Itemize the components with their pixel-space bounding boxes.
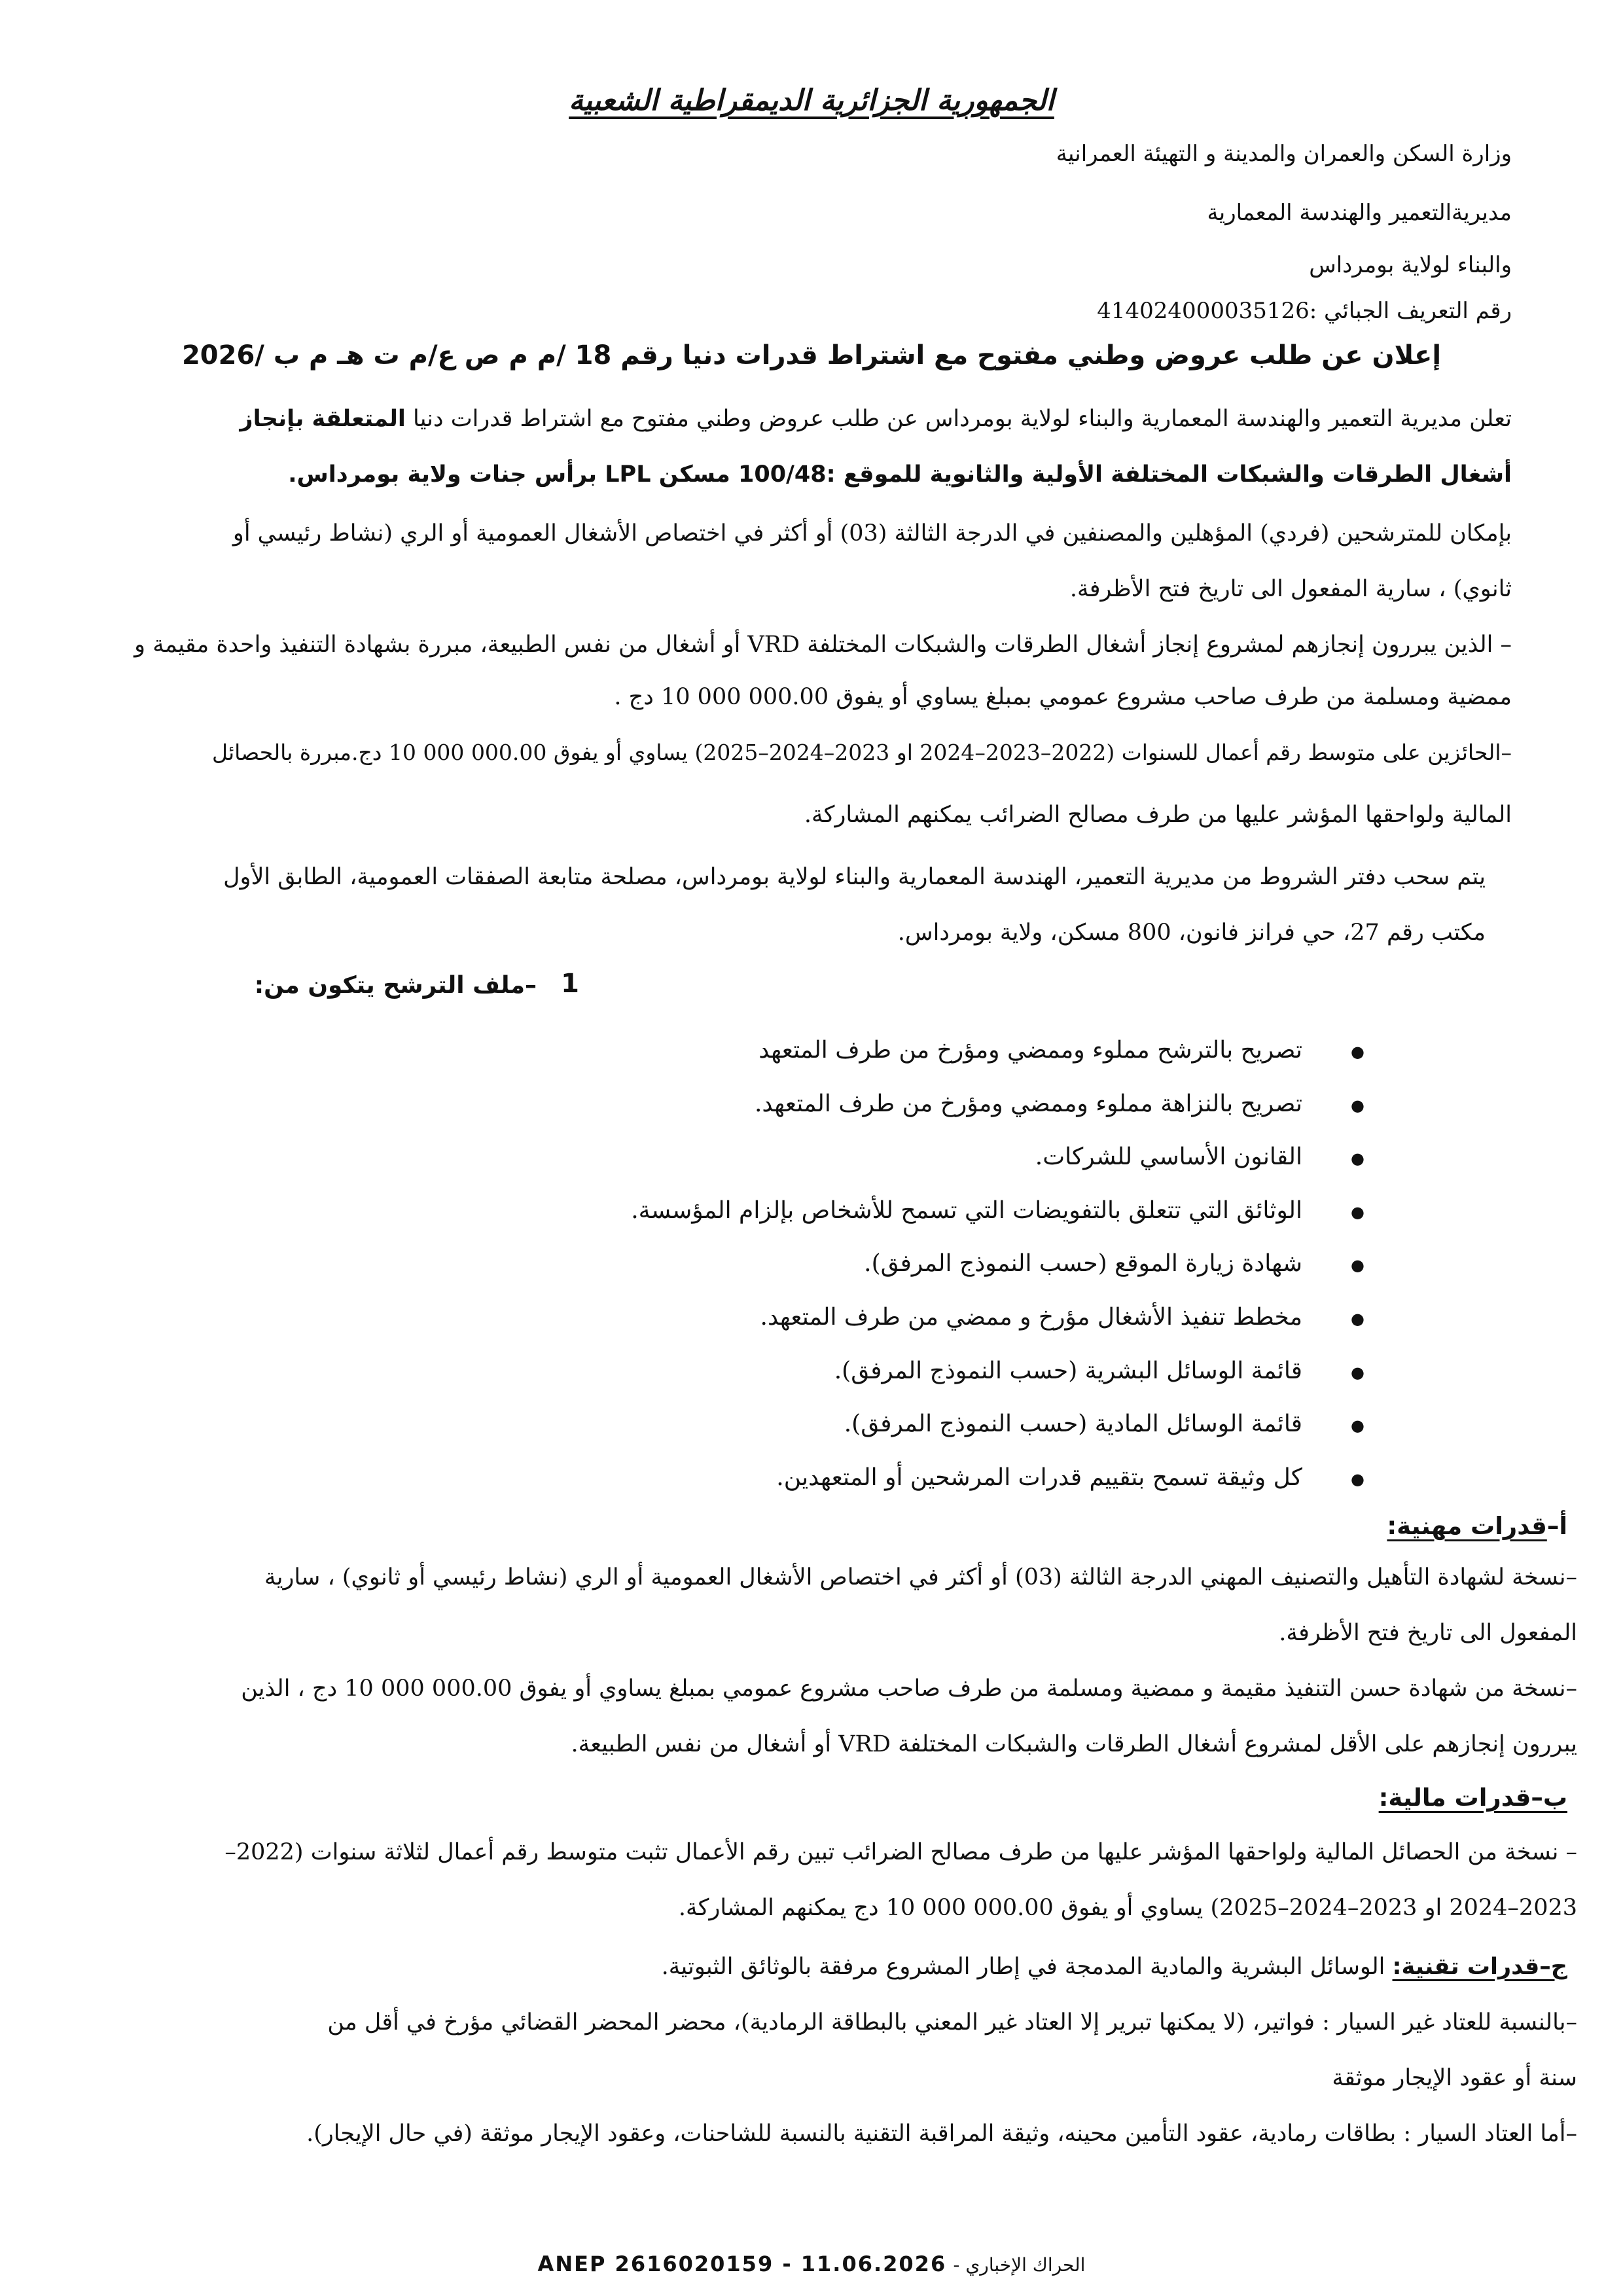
list-item: ● تصريح بالنزاهة مملوء وممضي ومؤرخ من طرف المتعهد. — [631, 1085, 1302, 1138]
list-item: ● تصريح بالترشح مملوء وممضي ومؤرخ من طرف المتعهد — [631, 1031, 1302, 1085]
announcement-title: إعلان عن طلب عروض وطني مفتوح مع اشتراط قدرات دنيا رقم 18 /م م ص ع/م ت هـ م ب /2026 — [181, 340, 1442, 370]
technical-label: ج–قدرات تقنية: — [1392, 1954, 1567, 1980]
financial-label: ب–قدرات مالية: — [1378, 1784, 1567, 1812]
professional-label-text: قدرات مهنية: — [1387, 1512, 1547, 1540]
eligibility-line-2: ثانوي) ، سارية المفعول الى تاريخ فتح الأظرفة. — [1069, 576, 1512, 602]
eligibility-line-1: بإمكان للمترشحين (فردي) المؤهلين والمصنفين في الدرجة الثالثة (03) أو أكثر في اختصاص الأشغال العمومية أو الري (نشاط رئيسي أو — [232, 520, 1512, 547]
directorate-line-2: والبناء لولاية بومرداس — [1309, 252, 1512, 278]
list-item: ● مخطط تنفيذ الأشغال مؤرخ و ممضي من طرف المتعهد. — [631, 1298, 1302, 1352]
technical-text: الوسائل البشرية والمادية المدمجة في إطار المشروع مرفقة بالوثائق الثبوتية. — [661, 1954, 1393, 1980]
eligibility-line-5: –الحائزين على متوسط رقم أعمال للسنوات (2022–2023–2024 او 2023–2024–2025) يساوي أو يفوق 000.00 000 10 دج.مبررة بالحصائل — [211, 740, 1512, 765]
technical-line-4: –أما العتاد السيار : بطاقات رمادية، عقود التأمين محينه، وثيقة المراقبة التقنية بالنسبة للشاحنات، وعقود الإيجار موثقة (في حال الإيجار). — [306, 2121, 1577, 2147]
directorate-line-1: مديريةالتعمير والهندسة المعمارية — [1207, 200, 1512, 226]
technical-line-2: –بالنسبة للعتاد غير السيار : فواتير، (لا يمكنها تبرير إلا العتاد غير المعني بالبطاقة الرمادية)، محضر المحضر القضائي مؤرخ في أقل من — [327, 2009, 1577, 2036]
list-item: ● القانون الأساسي للشركات. — [631, 1138, 1302, 1191]
technical-line-1 — [26, 1954, 1567, 1980]
withdrawal-line-1: يتم سحب دفتر الشروط من مديرية التعمير، الهندسة المعمارية والبناء لولاية بومرداس، مصلحة متابعة الصفقات العمومية، الطابق الأول — [223, 864, 1486, 890]
intro-bold: المتعلقة بإنجاز — [240, 406, 406, 432]
list-item: ● قائمة الوسائل البشرية (حسب النموذج المرفق). — [631, 1352, 1302, 1405]
file-requirements-list — [631, 1031, 1302, 1511]
file-section-number: 1 — [561, 969, 579, 999]
professional-line-1: –نسخة لشهادة التأهيل والتصنيف المهني الدرجة الثالثة (03) أو أكثر في اختصاص الأشغال العمومية أو الري (نشاط رئيسي أو ثانوي) ، سارية — [264, 1564, 1577, 1590]
professional-label-prefix: أ– — [1546, 1512, 1567, 1540]
list-item: ● الوثائق التي تتعلق بالتفويضات التي تسمح للأشخاص بإلزام المؤسسة. — [631, 1191, 1302, 1245]
eligibility-line-3: – الذين يبررون إنجازهم لمشروع إنجاز أشغال الطرقات والشبكات المختلفة VRD أو أشغال من نفس الطبيعة، مبررة بشهادة التنفيذ واحدة مقيمة و — [134, 632, 1512, 658]
intro-line-2: أشغال الطرقات والشبكات المختلفة الأولية والثانوية للموقع :100/48 مسكن LPL برأس جنات ولاية بومرداس. — [288, 461, 1512, 488]
footer-code: ANEP 2616020159 - 11.06.2026 — [537, 2251, 947, 2276]
footer — [0, 2251, 1623, 2276]
technical-line-3: سنة أو عقود الإيجار موثقة — [1332, 2065, 1577, 2091]
tax-id: رقم التعريف الجبائي :414024000035126 — [1097, 298, 1512, 324]
footer-source: الحراك الإخباري - — [953, 2254, 1086, 2276]
intro-line-1 — [26, 406, 1512, 432]
professional-line-2: المفعول الى تاريخ فتح الأظرفة. — [1279, 1620, 1577, 1646]
financial-line-1: – نسخة من الحصائل المالية ولواحقها المؤشر عليها من طرف مصالح الضرائب تبين رقم الأعمال تثبت متوسط رقم أعمال لثلاثة سنوات (2022– — [224, 1839, 1577, 1865]
file-section-title: –ملف الترشح يتكون من: — [254, 972, 537, 999]
list-item: ● شهادة زيارة الموقع (حسب النموذج المرفق). — [631, 1244, 1302, 1298]
ministry-name: وزارة السكن والعمران والمدينة و التهيئة العمرانية — [1056, 141, 1512, 167]
intro-text: تعلن مديرية التعمير والهندسة المعمارية والبناء لولاية بومرداس عن طلب عروض وطني مفتوح مع اشتراط قدرات دنيا — [405, 406, 1512, 432]
eligibility-line-6: المالية ولواحقها المؤشر عليها من طرف مصالح الضرائب يمكنهم المشاركة. — [804, 802, 1512, 828]
republic-heading: الجمهورية الجزائرية الديمقراطية الشعبية — [569, 84, 1054, 117]
withdrawal-line-2: مكتب رقم 27، حي فرانز فانون، 800 مسكن، ولاية بومرداس. — [897, 920, 1486, 946]
professional-label — [1387, 1512, 1567, 1540]
professional-line-3: –نسخة من شهادة حسن التنفيذ مقيمة و ممضية ومسلمة من طرف صاحب مشروع عمومي بمبلغ يساوي أو يفوق 000.00 000 10 دج ، الذين — [241, 1676, 1577, 1702]
eligibility-line-4: ممضية ومسلمة من طرف صاحب مشروع عمومي بمبلغ يساوي أو يفوق 000.00 000 10 دج . — [614, 684, 1512, 710]
list-item: ● قائمة الوسائل المادية (حسب النموذج المرفق). — [631, 1405, 1302, 1458]
financial-line-2: 2023–2024 او 2023–2024–2025) يساوي أو يفوق 000.00 000 10 دج يمكنهم المشاركة. — [678, 1895, 1577, 1921]
list-item: ● كل وثيقة تسمح بتقييم قدرات المرشحين أو المتعهدين. — [631, 1458, 1302, 1512]
professional-line-4: يبررون إنجازهم على الأقل لمشروع أشغال الطرقات والشبكات المختلفة VRD أو أشغال من نفس الطبيعة. — [571, 1731, 1577, 1757]
